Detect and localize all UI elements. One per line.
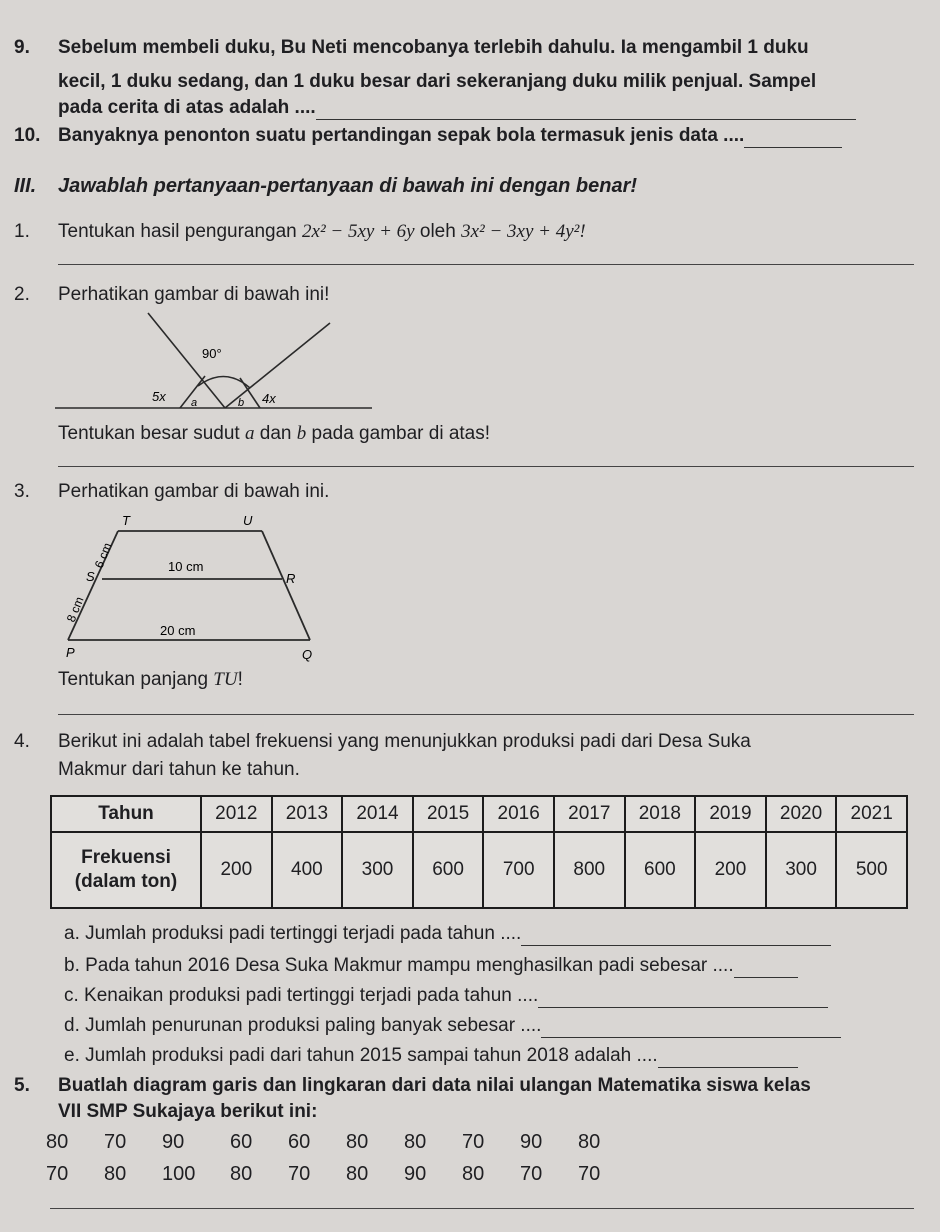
data-value: 60 (230, 1131, 253, 1153)
answer-blank[interactable] (541, 1019, 841, 1038)
answer-blank[interactable] (734, 959, 798, 978)
data-value: 90 (520, 1131, 543, 1153)
table-cell: 2017 (554, 796, 625, 832)
q9-line-3-text: pada cerita di atas adalah .... (58, 97, 316, 118)
data-value: 70 (520, 1163, 543, 1185)
p3-intro: Perhatikan gambar di bawah ini. (58, 481, 330, 502)
length-bottom: 20 cm (160, 623, 196, 638)
table-cell: 2021 (836, 796, 907, 832)
p4-number: 4. (14, 731, 30, 752)
answer-blank[interactable] (658, 1049, 798, 1068)
p4-line-2: Makmur dari tahun ke tahun. (58, 759, 300, 780)
q9-line-2: kecil, 1 duku sedang, dan 1 duku besar dari sekeranjang duku milik penjual. Sampel (58, 71, 817, 92)
p1-text-b: oleh (419, 221, 456, 242)
table-cell: 2013 (272, 796, 343, 832)
p2-number: 2. (14, 284, 30, 305)
p1-expression-1: 2x² − 5xy + 6y (302, 221, 415, 242)
data-value: 80 (104, 1163, 127, 1185)
p3-number: 3. (14, 481, 30, 502)
table-cell: 2012 (201, 796, 272, 832)
table-cell: 700 (483, 832, 554, 908)
data-value: 70 (578, 1163, 601, 1185)
label-a: a (191, 397, 198, 409)
data-value: 70 (462, 1131, 485, 1153)
trapezoid-figure (50, 505, 340, 665)
data-value: 80 (578, 1131, 601, 1153)
freq-label-line-1: Frekuensi (81, 847, 171, 869)
data-value: 80 (462, 1163, 485, 1185)
table-cell: 2020 (766, 796, 837, 832)
item-text: e. Jumlah produksi padi dari tahun 2015 sampai tahun 2018 adalah .... (64, 1045, 658, 1066)
length-top: 10 cm (168, 559, 204, 574)
data-value: 80 (46, 1131, 69, 1153)
p2-intro: Perhatikan gambar di bawah ini! (58, 284, 330, 305)
p4-item-e (64, 1044, 798, 1068)
table-cell: 200 (201, 832, 272, 908)
data-value: 80 (346, 1131, 369, 1153)
data-value: 60 (288, 1131, 311, 1153)
vertex-S: S (86, 569, 95, 584)
angles-figure (50, 308, 390, 418)
table-header-frekuensi (51, 832, 201, 908)
data-value: 90 (404, 1163, 427, 1185)
data-value: 70 (288, 1163, 311, 1185)
data-value: 70 (104, 1131, 127, 1153)
vertex-R: R (286, 571, 296, 586)
table-cell: 600 (625, 832, 696, 908)
item-text: a. Jumlah produksi padi tertinggi terjadi pada tahun .... (64, 923, 522, 944)
vertex-P: P (66, 645, 75, 660)
ray-right (225, 323, 330, 408)
table-cell: 2018 (625, 796, 696, 832)
section-number: III. (14, 175, 37, 197)
p2-question: Tentukan besar sudut a dan b pada gambar di atas! (58, 423, 491, 444)
table-row (51, 832, 907, 908)
answer-line[interactable] (50, 1208, 914, 1209)
vertex-U: U (243, 513, 253, 528)
p5-line-2: VII SMP Sukajaya berikut ini: (58, 1101, 318, 1122)
answer-line[interactable] (58, 264, 914, 265)
q9-line-3 (58, 96, 856, 120)
section-title: Jawablah pertanyaan-pertanyaan di bawah ini dengan benar! (58, 175, 638, 197)
vertex-T: T (122, 513, 130, 528)
length-TS: 6 cm (91, 540, 115, 571)
item-text: c. Kenaikan produksi padi tertinggi terjadi pada tahun .... (64, 985, 539, 1006)
q10-number: 10. (14, 125, 41, 146)
p4-item-d (64, 1014, 841, 1038)
p5-line-1: Buatlah diagram garis dan lingkaran dari data nilai ulangan Matematika siswa kelas (58, 1075, 811, 1096)
p5-number: 5. (14, 1075, 30, 1096)
p1-text (58, 220, 586, 244)
table-cell: 800 (554, 832, 625, 908)
table-cell: 300 (342, 832, 413, 908)
p4-item-c (64, 984, 828, 1008)
length-SP: 8 cm (63, 594, 87, 625)
frequency-table (50, 795, 908, 909)
table-cell: 500 (836, 832, 907, 908)
q10-text: Banyaknya penonton suatu pertandingan sepak bola termasuk jenis data .... (58, 125, 745, 146)
p3-question: Tentukan panjang TU! (58, 669, 243, 690)
table-cell: 2019 (695, 796, 766, 832)
angle-90-label: 90° (202, 346, 222, 361)
item-text: b. Pada tahun 2016 Desa Suka Makmur mampu menghasilkan padi sebesar .... (64, 955, 734, 976)
table-row (51, 796, 907, 832)
table-cell: 2014 (342, 796, 413, 832)
data-value: 80 (230, 1163, 253, 1185)
angle-arc (198, 376, 250, 388)
answer-blank[interactable] (521, 927, 831, 946)
p4-line-1: Berikut ini adalah tabel frekuensi yang menunjukkan produksi padi dari Desa Suka (58, 731, 751, 752)
table-cell: 2015 (413, 796, 484, 832)
table-cell: 200 (695, 832, 766, 908)
q9-number: 9. (14, 37, 30, 58)
table-cell: 300 (766, 832, 837, 908)
p1-number: 1. (14, 221, 30, 242)
label-5x: 5x (152, 389, 166, 404)
answer-blank[interactable] (744, 129, 842, 148)
label-b: b (238, 397, 245, 409)
p4-item-b (64, 954, 798, 978)
p1-text-a: Tentukan hasil pengurangan (58, 221, 297, 242)
freq-label-line-2: (dalam ton) (74, 871, 178, 893)
answer-line[interactable] (58, 714, 914, 715)
p1-expression-2: 3x² − 3xy + 4y²! (461, 221, 586, 242)
vertex-Q: Q (302, 647, 313, 662)
answer-blank[interactable] (316, 101, 856, 120)
data-value: 80 (346, 1163, 369, 1185)
label-4x: 4x (262, 391, 276, 406)
item-text: d. Jumlah penurunan produksi paling banyak sebesar .... (64, 1015, 542, 1036)
data-value: 100 (162, 1163, 196, 1185)
p4-item-a (64, 922, 831, 946)
table-cell: 400 (272, 832, 343, 908)
answer-line[interactable] (58, 466, 914, 467)
answer-blank[interactable] (538, 989, 828, 1008)
q10-line (58, 124, 842, 148)
data-value: 70 (46, 1163, 69, 1185)
table-header-tahun: Tahun (51, 796, 201, 832)
data-value: 80 (404, 1131, 427, 1153)
q9-line-1: Sebelum membeli duku, Bu Neti mencobanya terlebih dahulu. Ia mengambil 1 duku (58, 37, 809, 58)
table-cell: 2016 (483, 796, 554, 832)
data-value: 90 (162, 1131, 185, 1153)
table-cell: 600 (413, 832, 484, 908)
